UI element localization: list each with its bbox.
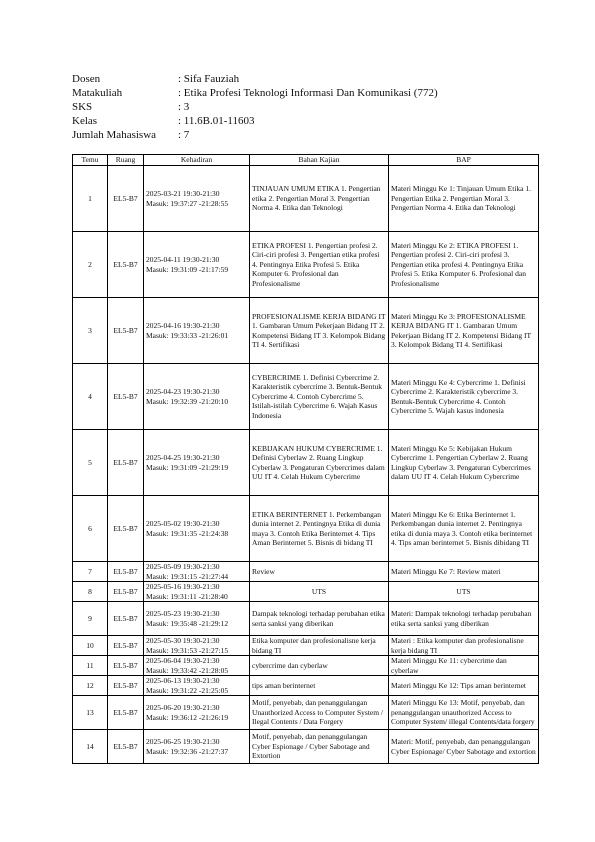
table-row (73, 582, 539, 602)
cell-ruang: EL5-B7 (108, 232, 144, 298)
column-header-bap: BAP (389, 155, 539, 166)
cell-bahan-kajian: Etika komputer dan profesionalisne kerja bidang TI (250, 636, 389, 656)
cell-kehadiran (144, 636, 250, 656)
cell-bap: Materi Minggu Ke 2: ETIKA PROFESI 1. Pengertian profesi 2. Ciri-ciri profesi 3. Pengertian etika profesi 4. Pentingnya Etika Profesi 5. Etika Komputer 6. Profesional dan Profesionalisme (389, 232, 539, 298)
cell-temu: 7 (73, 562, 108, 582)
cell-bahan-kajian: PROFESIONALISME KERJA BIDANG IT 1. Gambaran Umum Pekerjaan Bidang IT 2. Kompetensi Bidang IT 3. Kelompok Bidang TI 4. Sertifikasi (250, 298, 389, 364)
cell-temu: 6 (73, 496, 108, 562)
cell-bap: UTS (389, 582, 539, 602)
table-row (73, 562, 539, 582)
cell-ruang: EL5-B7 (108, 696, 144, 730)
course-info (72, 72, 438, 142)
cell-bap: Materi Minggu Ke 7: Review materi (389, 562, 539, 582)
cell-kehadiran (144, 562, 250, 582)
info-label: Jumlah Mahasiswa (72, 129, 157, 141)
kehadiran-masuk: Masuk: 19:32:39 -21:20:10 (146, 396, 229, 406)
cell-bahan-kajian: Review (250, 562, 389, 582)
cell-temu: 2 (73, 232, 108, 298)
cell-temu: 10 (73, 636, 108, 656)
cell-bap: Materi Minggu Ke 4: Cybercrime 1. Definisi Cybercrime 2. Karakteristik cybercrime 3. Bentuk-Bentuk Cybercrime 4. Contoh Cybercrime 5. Wajah kasus indonesia (389, 364, 539, 430)
cell-temu: 1 (73, 166, 108, 232)
cell-bahan-kajian: Motif, penyebab, dan penanggulangan Unauthorized Access to Computer System / Ilegal Contents / Data Forgery (250, 696, 389, 730)
cell-temu: 8 (73, 582, 108, 602)
cell-bap: Materi Minggu Ke 12: Tips aman berinternet (389, 676, 539, 696)
info-row-dosen (72, 72, 438, 86)
kehadiran-masuk: Masuk: 19:31:53 -21:27:15 (146, 645, 229, 655)
column-header-temu: Temu (73, 155, 108, 166)
cell-ruang: EL5-B7 (108, 656, 144, 676)
kehadiran-jadwal: 2025-06-25 19:30-21:30 (146, 737, 220, 746)
kehadiran-jadwal: 2025-04-23 19:30-21:30 (146, 387, 220, 396)
table-row (73, 298, 539, 364)
kehadiran-jadwal: 2025-05-02 19:30-21:30 (146, 519, 220, 528)
cell-kehadiran (144, 430, 250, 496)
cell-bahan-kajian: CYBERCRIME 1. Definisi Cybercrime 2. Karakteristik cybercrime 3. Bentuk-Bentuk Cybercrime 4. Contoh Cybercrime 5. Istilah-istilah Cybercrime 6. Wajah Kasus Indonesia (250, 364, 389, 430)
kehadiran-masuk: Masuk: 19:33:42 -21:28:05 (146, 665, 229, 675)
cell-kehadiran (144, 496, 250, 562)
column-header-bahan-kajian: Bahan Kajian (250, 155, 389, 166)
table-row (73, 430, 539, 496)
cell-bap: Materi Minggu Ke 13: Motif, penyebab, dan penanggulangan unauthorized Access to Computer System/ illegal Contents/data forgery (389, 696, 539, 730)
cell-bahan-kajian: UTS (250, 582, 389, 602)
cell-kehadiran (144, 602, 250, 636)
table-body (73, 166, 539, 764)
info-value: : Sifa Fauziah (178, 73, 240, 85)
cell-temu: 5 (73, 430, 108, 496)
cell-bahan-kajian: cybercrime dan cyberlaw (250, 656, 389, 676)
cell-bap: Materi Minggu Ke 11: cybercrime dan cyberlaw (389, 656, 539, 676)
kehadiran-masuk: Masuk: 19:33:33 -21:26:01 (146, 330, 229, 340)
info-row-kelas (72, 114, 438, 128)
cell-ruang: EL5-B7 (108, 562, 144, 582)
kehadiran-jadwal: 2025-04-11 19:30-21:30 (146, 255, 220, 264)
table-row (73, 656, 539, 676)
cell-bahan-kajian: TINJAUAN UMUM ETIKA 1. Pengertian etika 2. Pengertian Moral 3. Pengertian Norma 4. Etika dan Teknologi (250, 166, 389, 232)
table-header-row (73, 155, 539, 166)
cell-temu: 13 (73, 696, 108, 730)
kehadiran-masuk: Masuk: 19:31:11 -21:28:40 (146, 591, 228, 601)
kehadiran-jadwal: 2025-04-16 19:30-21:30 (146, 321, 220, 330)
kehadiran-masuk: Masuk: 19:32:36 -21:27:37 (146, 746, 229, 756)
cell-temu: 4 (73, 364, 108, 430)
cell-kehadiran (144, 232, 250, 298)
kehadiran-masuk: Masuk: 19:37:27 -21:28:55 (146, 198, 229, 208)
cell-ruang: EL5-B7 (108, 602, 144, 636)
kehadiran-jadwal: 2025-05-09 19:30-21:30 (146, 562, 220, 571)
table-row (73, 364, 539, 430)
cell-temu: 11 (73, 656, 108, 676)
cell-ruang: EL5-B7 (108, 676, 144, 696)
cell-ruang: EL5-B7 (108, 364, 144, 430)
cell-ruang: EL5-B7 (108, 730, 144, 764)
column-header-ruang: Ruang (108, 155, 144, 166)
info-label: Matakuliah (72, 87, 123, 99)
info-row-jumlah-mahasiswa (72, 128, 438, 142)
cell-bap: Materi: Motif, penyebab, dan penanggulangan Cyber Espionage/ Cyber Sabotage and extortion (389, 730, 539, 764)
cell-temu: 3 (73, 298, 108, 364)
kehadiran-masuk: Masuk: 19:31:35 -21:24:38 (146, 528, 229, 538)
kehadiran-jadwal: 2025-06-20 19:30-21:30 (146, 703, 220, 712)
cell-ruang: EL5-B7 (108, 496, 144, 562)
kehadiran-jadwal: 2025-06-04 19:30-21:30 (146, 656, 220, 665)
info-value: : 7 (178, 129, 190, 141)
cell-bahan-kajian: tips aman berinternet (250, 676, 389, 696)
cell-ruang: EL5-B7 (108, 298, 144, 364)
cell-kehadiran (144, 582, 250, 602)
kehadiran-masuk: Masuk: 19:36:12 -21:26:19 (146, 712, 229, 722)
table-row (73, 166, 539, 232)
table-row (73, 602, 539, 636)
kehadiran-jadwal: 2025-05-23 19:30-21:30 (146, 609, 220, 618)
kehadiran-masuk: Masuk: 19:31:15 -21:27:44 (146, 571, 229, 581)
kehadiran-jadwal: 2025-04-25 19:30-21:30 (146, 453, 220, 462)
table-row (73, 696, 539, 730)
kehadiran-masuk: Masuk: 19:31:09 -21:29:19 (146, 462, 229, 472)
cell-kehadiran (144, 676, 250, 696)
info-label: Dosen (72, 73, 101, 85)
table-row (73, 676, 539, 696)
cell-temu: 14 (73, 730, 108, 764)
info-value: : 11.6B.01-11603 (178, 115, 255, 127)
cell-kehadiran (144, 298, 250, 364)
cell-temu: 12 (73, 676, 108, 696)
cell-ruang: EL5-B7 (108, 636, 144, 656)
cell-bap: Materi: Dampak teknologi terhadap perubahan etika serta sanksi yang diberikan (389, 602, 539, 636)
info-value: : Etika Profesi Teknologi Informasi Dan Komunikasi (772) (178, 87, 438, 99)
cell-ruang: EL5-B7 (108, 166, 144, 232)
table-row (73, 636, 539, 656)
info-label: Kelas (72, 115, 98, 127)
cell-bap: Materi : Etika komputer dan profesionalisne kerja bidang TI (389, 636, 539, 656)
cell-bahan-kajian: ETIKA BERINTERNET 1. Perkembangan dunia internet 2. Pentingnya Etika di dunia maya 3. Contoh Etika Berinternet 4. Tips Aman Berinternet 5. Bisnis di bidang TI (250, 496, 389, 562)
cell-kehadiran (144, 364, 250, 430)
cell-kehadiran (144, 730, 250, 764)
kehadiran-masuk: Masuk: 19:31:22 -21:25:05 (146, 685, 229, 695)
table-row (73, 730, 539, 764)
cell-ruang: EL5-B7 (108, 582, 144, 602)
cell-bap: Materi Minggu Ke 1: Tinjauan Umum Etika 1. Pengertian Etika 2. Pengertian Moral 3. Pengertian Norma 4. Etika dan Teknologi (389, 166, 539, 232)
info-row-matakuliah (72, 86, 438, 100)
kehadiran-masuk: Masuk: 19:31:09 -21:17:59 (146, 264, 229, 274)
info-row-sks (72, 100, 438, 114)
column-header-kehadiran: Kehadiran (144, 155, 250, 166)
cell-bahan-kajian: ETIKA PROFESI 1. Pengertian profesi 2. Ciri-ciri profesi 3. Pengertian etika profesi 4. Pentingnya Etika Profesi 5. Etika Komputer 6. Profesional dan Profesionalisme (250, 232, 389, 298)
cell-kehadiran (144, 656, 250, 676)
cell-bahan-kajian: Dampak teknologi terhadap perubahan etika serta sanksi yang diberikan (250, 602, 389, 636)
kehadiran-masuk: Masuk: 19:35:48 -21:29:12 (146, 618, 229, 628)
kehadiran-jadwal: 2025-05-16 19:30-21:30 (146, 582, 220, 591)
kehadiran-jadwal: 2025-05-30 19:30-21:30 (146, 636, 220, 645)
kehadiran-jadwal: 2025-06-13 19:30-21:30 (146, 676, 220, 685)
info-label: SKS (72, 101, 93, 113)
table-row (73, 232, 539, 298)
cell-temu: 9 (73, 602, 108, 636)
cell-ruang: EL5-B7 (108, 430, 144, 496)
info-value: : 3 (178, 101, 190, 113)
attendance-table (72, 154, 539, 764)
cell-bap: Materi Minggu Ke 6: Etika Berinternet 1. Perkembangan dunia internet 2. Pentingnya etika di dunia maya 3. Contoh etika berinternet 4. Tips aman berinternet 5. Bisnis dibidang TI (389, 496, 539, 562)
table-row (73, 496, 539, 562)
cell-bahan-kajian: Motif, penyebab, dan penanggulangan Cyber Espionage / Cyber Sabotage and Extortion (250, 730, 389, 764)
cell-bap: Materi Minggu Ke 5: Kebijakan Hukum Cybercrime 1. Pengertian Cyberlaw 2. Ruang Lingkup Cyberlaw 3. Pengaturan Cybercrimes dalam UU IT 4. Celah Hukum Cybercrime (389, 430, 539, 496)
cell-kehadiran (144, 696, 250, 730)
cell-kehadiran (144, 166, 250, 232)
cell-bahan-kajian: KEBIJAKAN HUKUM CYBERCRIME 1. Definisi Cyberlaw 2. Ruang Lingkup Cyberlaw 3. Pengaturan Cybercrimes dalam UU IT 4. Celah Hukum Cybercrime (250, 430, 389, 496)
cell-bap: Materi Minggu Ke 3: PROFESIONALISME KERJA BIDANG IT 1. Gambaran Umum Pekerjaan Bidang IT 2. Kompetensi Bidang IT 3. Kelompok Bidang TI 4. Sertifikasi (389, 298, 539, 364)
kehadiran-jadwal: 2025-03-21 19:30-21:30 (146, 189, 220, 198)
